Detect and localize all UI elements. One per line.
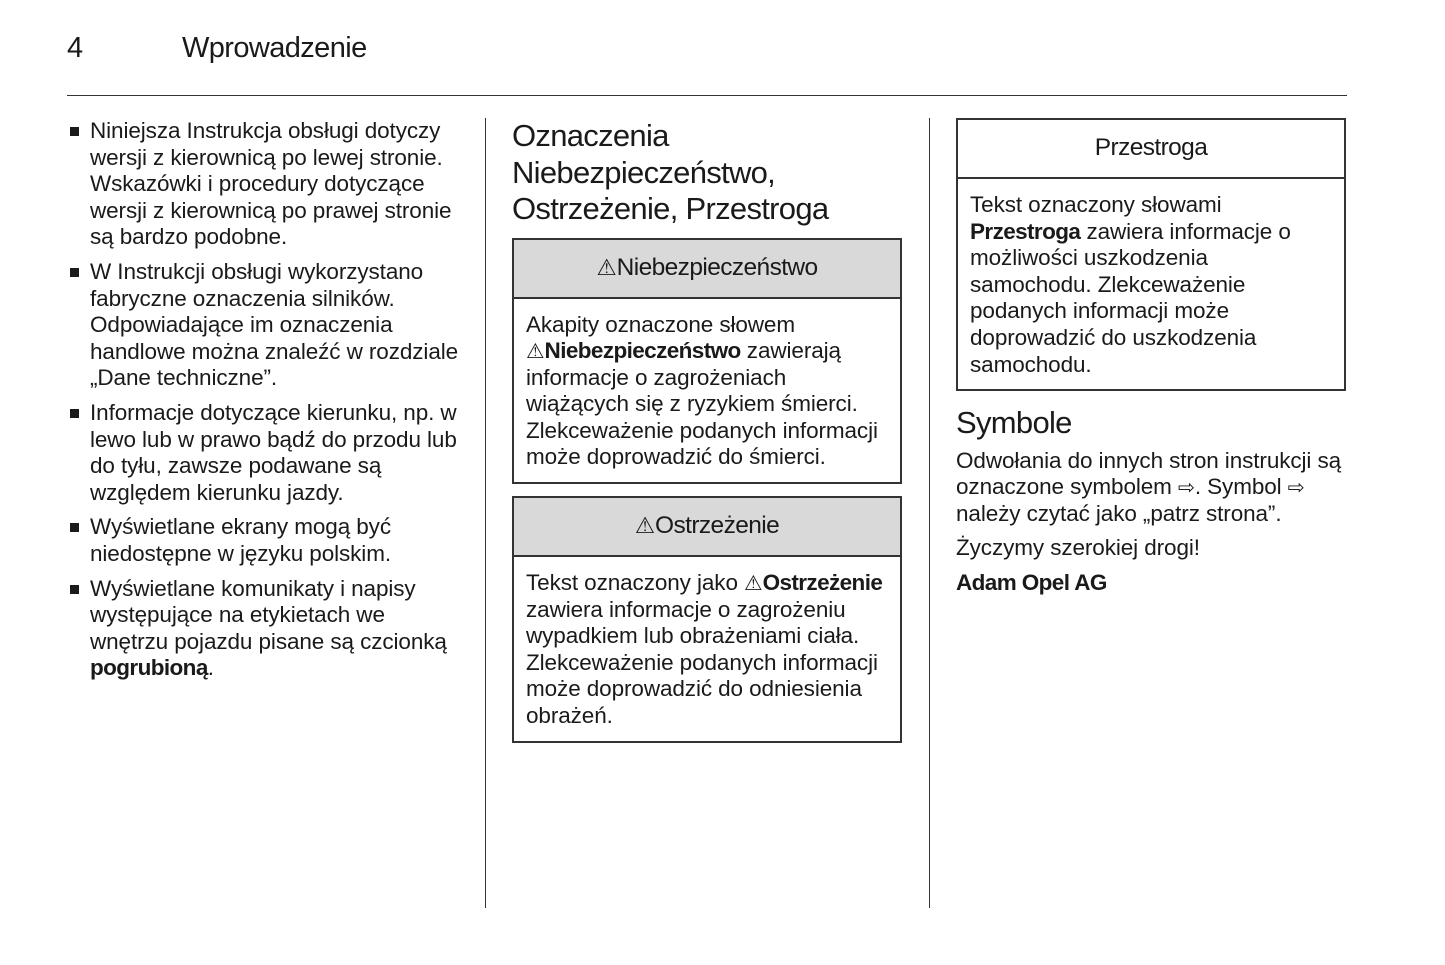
caution-text-intro: Tekst oznaczony słowami — [970, 192, 1222, 217]
warning-box-body — [514, 557, 900, 741]
bullet-list — [67, 118, 467, 682]
danger-box-title: Niebezpieczeństwo — [616, 253, 818, 281]
column-middle — [512, 118, 904, 743]
caution-keyword: Przestroga — [970, 218, 1081, 244]
danger-text-rest: zawierają informacje o zagrożeniach wiążących się z ryzykiem śmierci. Zlekceważenie podanych informacji może doprowadzić do śmierci. — [526, 338, 878, 470]
list-item-text: Wyświetlane komunikaty i napisy występujące na etykietach we wnętrzu pojazdu pisane są czcionką — [90, 575, 447, 654]
warning-text-intro: Tekst oznaczony jako — [526, 570, 745, 596]
section-title-line: Niebezpieczeństwo, — [512, 154, 776, 190]
caution-box-header — [958, 120, 1344, 179]
warning-box-title: Ostrzeżenie — [655, 512, 780, 540]
list-item: Informacje dotyczące kierunku, np. w lewo lub w prawo bądź do przodu lub do tyłu, zawsze podawane są względem kierunku jazdy. — [67, 400, 467, 506]
danger-box-header — [514, 240, 900, 299]
column-left — [67, 118, 467, 690]
section-title-line: Oznaczenia — [512, 118, 669, 153]
column-divider-2 — [929, 118, 930, 908]
caution-box — [956, 118, 1346, 391]
warning-box — [512, 496, 902, 743]
symbols-text: należy czytać jako „patrz strona”. — [956, 500, 1282, 526]
column-divider-1 — [485, 118, 486, 908]
symbols-paragraph — [956, 448, 1348, 528]
list-item-end: . — [207, 655, 214, 681]
warning-keyword: Ostrzeżenie — [762, 570, 883, 596]
list-item: Wyświetlane ekrany mogą być niedostępne w języku polskim. — [67, 514, 467, 567]
warning-box-header — [514, 498, 900, 557]
list-item: Niniejsza Instrukcja obsługi dotyczy wersji z kierownicą po lewej stronie. Wskazówki i procedury dotyczące wersji z kierownicą po prawej stronie są bardzo podobne. — [67, 118, 467, 251]
danger-keyword: Niebezpieczeństwo — [544, 338, 741, 364]
warning-triangle-icon: ⚠ — [744, 571, 763, 596]
symbols-text: . Symbol — [1194, 474, 1288, 500]
caution-box-body — [958, 179, 1344, 389]
list-item — [67, 576, 467, 682]
warning-triangle-icon: ⚠ — [526, 339, 545, 364]
warning-triangle-icon: ⚠ — [634, 513, 656, 540]
warning-triangle-icon: ⚠ — [596, 254, 617, 281]
page-heading: Wprowadzenie — [182, 32, 367, 64]
section-title-symbols: Symbole — [956, 405, 1072, 441]
signature: Adam Opel AG — [956, 570, 1107, 596]
bold-word: pogrubioną — [90, 655, 208, 681]
symbols-text: Odwołania do innych stron instrukcji są oznaczone symbolem — [956, 447, 1342, 500]
warning-text-rest: zawiera informacje o zagrożeniu wypadkiem lub obrażeniami ciała. Zlekceważenie podanych informacji może doprowadzić do odniesienia obrażeń. — [526, 596, 878, 729]
danger-box-body — [514, 299, 900, 483]
column-right — [956, 118, 1348, 597]
section-title-line: Ostrzeżenie, Przestroga — [512, 191, 829, 226]
page-number: 4 — [67, 32, 83, 64]
page-reference-arrow-icon: ⇨ — [1287, 475, 1305, 500]
caution-text-rest: zawiera informacje o możliwości uszkodzenia samochodu. Zlekceważenie podanych informacji może doprowadzić do uszkodzenia samochodu. — [970, 218, 1291, 377]
greeting: Życzymy szerokiej drogi! — [956, 535, 1200, 561]
section-title-markings — [512, 118, 904, 228]
list-item: W Instrukcji obsługi wykorzystano fabryczne oznaczenia silników. Odpowiadające im oznaczenia handlowe można znaleźć w rozdziale „Dane techniczne”. — [67, 259, 467, 392]
caution-box-title: Przestroga — [1094, 134, 1208, 162]
page-reference-arrow-icon: ⇨ — [1177, 475, 1195, 500]
danger-box — [512, 238, 902, 485]
danger-text-intro: Akapity oznaczone słowem — [526, 311, 795, 337]
header-rule — [67, 95, 1347, 96]
